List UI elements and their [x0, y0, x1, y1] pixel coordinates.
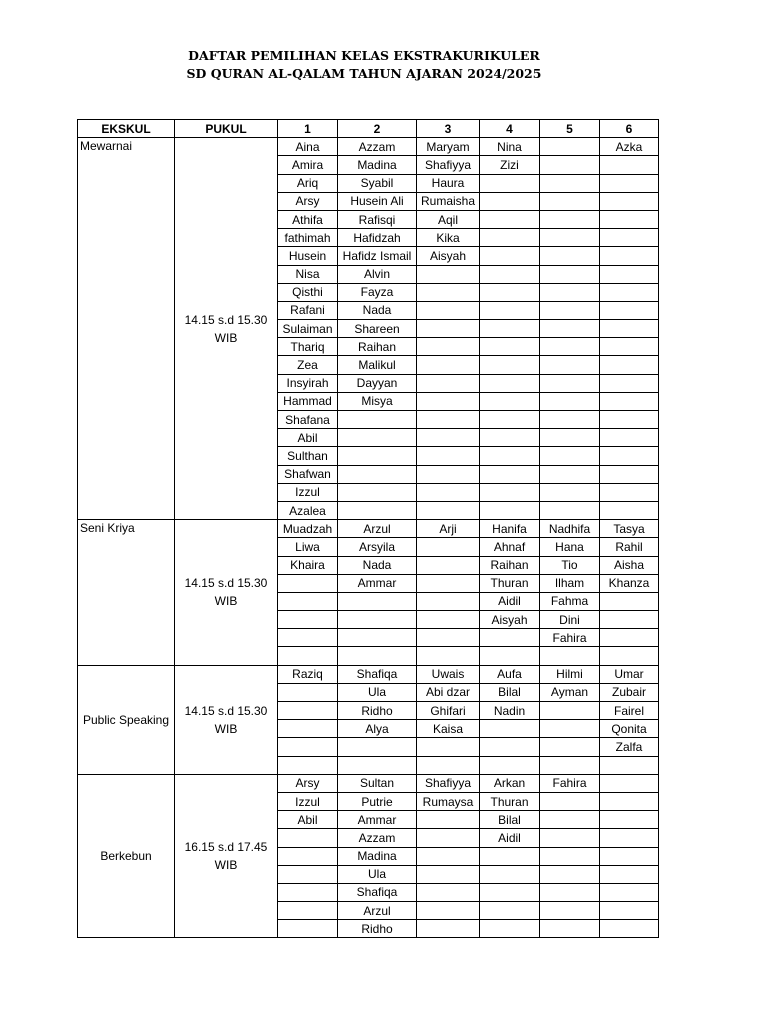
table-row	[78, 774, 659, 792]
student-cell-class-4	[480, 720, 540, 738]
student-cell-class-5: Nadhifa	[540, 520, 600, 538]
student-cell-class-5	[540, 429, 600, 447]
student-cell-class-1: fathimah	[278, 229, 338, 247]
student-cell-class-3	[417, 501, 480, 519]
student-cell-class-4: Bilal	[480, 811, 540, 829]
student-cell-class-1: Izzul	[278, 483, 338, 501]
student-cell-class-2: Dayyan	[338, 374, 417, 392]
student-cell-class-3: Shafiyya	[417, 774, 480, 792]
student-cell-class-1: Abil	[278, 811, 338, 829]
student-cell-class-2	[338, 411, 417, 429]
student-cell-class-1	[278, 720, 338, 738]
student-cell-class-1: Ariq	[278, 174, 338, 192]
student-cell-class-5	[540, 483, 600, 501]
student-cell-class-4	[480, 192, 540, 210]
student-cell-class-4: Arkan	[480, 774, 540, 792]
student-cell-class-4	[480, 483, 540, 501]
student-cell-class-3	[417, 338, 480, 356]
table-row	[78, 138, 659, 156]
header-class-5: 5	[540, 120, 600, 138]
student-cell-class-5	[540, 174, 600, 192]
time-zone: WIB	[214, 330, 238, 345]
student-cell-class-1: Shafwan	[278, 465, 338, 483]
student-cell-class-6	[600, 338, 659, 356]
header-class-3: 3	[417, 120, 480, 138]
student-cell-class-2: Hafidz Ismail	[338, 247, 417, 265]
table-row	[78, 665, 659, 683]
student-cell-class-1: Shafana	[278, 411, 338, 429]
student-cell-class-2: Arzul	[338, 902, 417, 920]
student-cell-class-4: Bilal	[480, 683, 540, 701]
time-range: 14.15 s.d 15.30	[184, 312, 268, 327]
student-cell-class-1: Amira	[278, 156, 338, 174]
student-cell-class-5	[540, 920, 600, 938]
ekskul-name: Mewarnai	[78, 138, 175, 520]
student-cell-class-1	[278, 629, 338, 647]
student-cell-class-5	[540, 320, 600, 338]
student-cell-class-1	[278, 847, 338, 865]
student-cell-class-3	[417, 483, 480, 501]
student-cell-class-4: Aidil	[480, 592, 540, 610]
time-zone: WIB	[214, 594, 238, 609]
student-cell-class-2	[338, 429, 417, 447]
student-cell-class-5	[540, 902, 600, 920]
student-cell-class-2	[338, 756, 417, 774]
student-cell-class-3	[417, 538, 480, 556]
student-cell-class-4	[480, 374, 540, 392]
header-class-6: 6	[600, 120, 659, 138]
schedule-time	[175, 774, 278, 938]
student-cell-class-6: Qonita	[600, 720, 659, 738]
student-cell-class-5	[540, 411, 600, 429]
student-cell-class-5	[540, 756, 600, 774]
student-cell-class-2: Fayza	[338, 283, 417, 301]
student-cell-class-1: Arsy	[278, 192, 338, 210]
student-cell-class-1: Liwa	[278, 538, 338, 556]
student-cell-class-6	[600, 374, 659, 392]
student-cell-class-6	[600, 465, 659, 483]
student-cell-class-2: Misya	[338, 392, 417, 410]
student-cell-class-1: Arsy	[278, 774, 338, 792]
student-cell-class-2: Madina	[338, 156, 417, 174]
student-cell-class-3: Kaisa	[417, 720, 480, 738]
student-cell-class-6: Rahil	[600, 538, 659, 556]
student-cell-class-6: Tasya	[600, 520, 659, 538]
student-cell-class-3: Abi dzar	[417, 683, 480, 701]
header-class-2: 2	[338, 120, 417, 138]
student-cell-class-6	[600, 229, 659, 247]
student-cell-class-2: Putrie	[338, 792, 417, 810]
student-cell-class-6: Azka	[600, 138, 659, 156]
student-cell-class-6	[600, 902, 659, 920]
student-cell-class-5	[540, 702, 600, 720]
student-cell-class-1	[278, 574, 338, 592]
student-cell-class-2: Sultan	[338, 774, 417, 792]
time-range: 14.15 s.d 15.30	[184, 703, 268, 718]
student-cell-class-4	[480, 301, 540, 319]
student-cell-class-1	[278, 647, 338, 665]
student-cell-class-2: Ula	[338, 683, 417, 701]
student-cell-class-1	[278, 702, 338, 720]
student-cell-class-2	[338, 592, 417, 610]
student-cell-class-5: Fahira	[540, 629, 600, 647]
student-cell-class-6	[600, 429, 659, 447]
student-cell-class-1: Nisa	[278, 265, 338, 283]
student-cell-class-2: Arzul	[338, 520, 417, 538]
student-cell-class-5	[540, 356, 600, 374]
student-cell-class-1: Izzul	[278, 792, 338, 810]
student-cell-class-5: Tio	[540, 556, 600, 574]
student-cell-class-3: Arji	[417, 520, 480, 538]
student-cell-class-6	[600, 774, 659, 792]
student-cell-class-6	[600, 629, 659, 647]
student-cell-class-5	[540, 392, 600, 410]
student-cell-class-2	[338, 738, 417, 756]
student-cell-class-2: Ammar	[338, 811, 417, 829]
student-cell-class-3	[417, 920, 480, 938]
student-cell-class-5	[540, 192, 600, 210]
header-ekskul: EKSKUL	[78, 120, 175, 138]
student-cell-class-4	[480, 865, 540, 883]
student-cell-class-4: Aufa	[480, 665, 540, 683]
student-cell-class-6	[600, 611, 659, 629]
student-cell-class-3: Rumaisha	[417, 192, 480, 210]
student-cell-class-6	[600, 756, 659, 774]
student-cell-class-4: Aidil	[480, 829, 540, 847]
student-cell-class-4	[480, 283, 540, 301]
student-cell-class-4	[480, 756, 540, 774]
student-cell-class-3	[417, 811, 480, 829]
student-cell-class-2: Arsyila	[338, 538, 417, 556]
schedule-time	[175, 665, 278, 774]
student-cell-class-3: Shafiyya	[417, 156, 480, 174]
student-cell-class-1: Aina	[278, 138, 338, 156]
student-cell-class-2	[338, 501, 417, 519]
student-cell-class-6	[600, 247, 659, 265]
student-cell-class-2: Shafiqa	[338, 665, 417, 683]
student-cell-class-6	[600, 174, 659, 192]
student-cell-class-4	[480, 629, 540, 647]
student-cell-class-2: Azzam	[338, 138, 417, 156]
student-cell-class-1: Azalea	[278, 501, 338, 519]
student-cell-class-4	[480, 210, 540, 228]
student-cell-class-2: Hafidzah	[338, 229, 417, 247]
student-cell-class-3	[417, 611, 480, 629]
student-cell-class-6	[600, 483, 659, 501]
student-cell-class-2: Alya	[338, 720, 417, 738]
student-cell-class-4	[480, 501, 540, 519]
student-cell-class-3	[417, 447, 480, 465]
student-cell-class-6	[600, 210, 659, 228]
student-cell-class-4	[480, 265, 540, 283]
header-class-4: 4	[480, 120, 540, 138]
schedule-time	[175, 138, 278, 520]
student-cell-class-3	[417, 301, 480, 319]
student-cell-class-6	[600, 501, 659, 519]
header-pukul: PUKUL	[175, 120, 278, 138]
student-cell-class-4	[480, 174, 540, 192]
student-cell-class-2	[338, 465, 417, 483]
student-cell-class-2	[338, 447, 417, 465]
student-cell-class-5: Dini	[540, 611, 600, 629]
student-cell-class-2: Malikul	[338, 356, 417, 374]
student-cell-class-6	[600, 192, 659, 210]
student-cell-class-3	[417, 283, 480, 301]
student-cell-class-3	[417, 865, 480, 883]
header-row	[78, 120, 659, 138]
student-cell-class-6	[600, 356, 659, 374]
student-cell-class-5	[540, 465, 600, 483]
student-cell-class-1	[278, 902, 338, 920]
student-cell-class-3	[417, 883, 480, 901]
student-cell-class-2	[338, 483, 417, 501]
ekskul-name: Seni Kriya	[78, 520, 175, 666]
student-cell-class-4	[480, 247, 540, 265]
student-cell-class-1: Qisthi	[278, 283, 338, 301]
student-cell-class-6	[600, 920, 659, 938]
student-cell-class-2	[338, 647, 417, 665]
student-cell-class-5	[540, 447, 600, 465]
student-cell-class-3	[417, 320, 480, 338]
student-cell-class-3	[417, 829, 480, 847]
student-cell-class-4: Zizi	[480, 156, 540, 174]
student-cell-class-6: Aisha	[600, 556, 659, 574]
student-cell-class-1	[278, 611, 338, 629]
student-cell-class-3	[417, 738, 480, 756]
extracurricular-table	[77, 119, 659, 938]
student-cell-class-2: Shafiqa	[338, 883, 417, 901]
student-cell-class-6: Umar	[600, 665, 659, 683]
title-line-2: SD QURAN AL-QALAM TAHUN AJARAN 2024/2025	[186, 66, 542, 81]
student-cell-class-6	[600, 865, 659, 883]
student-cell-class-6	[600, 301, 659, 319]
student-cell-class-2: Alvin	[338, 265, 417, 283]
student-cell-class-1	[278, 756, 338, 774]
student-cell-class-5	[540, 338, 600, 356]
student-cell-class-6	[600, 829, 659, 847]
student-cell-class-4: Ahnaf	[480, 538, 540, 556]
student-cell-class-4	[480, 902, 540, 920]
student-cell-class-3	[417, 465, 480, 483]
student-cell-class-3	[417, 265, 480, 283]
student-cell-class-3	[417, 374, 480, 392]
student-cell-class-5	[540, 792, 600, 810]
student-cell-class-6	[600, 156, 659, 174]
student-cell-class-2: Shareen	[338, 320, 417, 338]
student-cell-class-2: Azzam	[338, 829, 417, 847]
time-range: 16.15 s.d 17.45	[184, 840, 268, 855]
student-cell-class-4	[480, 320, 540, 338]
student-cell-class-3	[417, 392, 480, 410]
ekskul-name: Berkebun	[78, 774, 175, 938]
student-cell-class-4	[480, 883, 540, 901]
header-class-1: 1	[278, 120, 338, 138]
student-cell-class-3: Kika	[417, 229, 480, 247]
student-cell-class-3	[417, 847, 480, 865]
student-cell-class-6	[600, 392, 659, 410]
student-cell-class-3	[417, 356, 480, 374]
student-cell-class-5	[540, 210, 600, 228]
student-cell-class-2: Ridho	[338, 702, 417, 720]
student-cell-class-1	[278, 592, 338, 610]
student-cell-class-5	[540, 865, 600, 883]
student-cell-class-2: Madina	[338, 847, 417, 865]
student-cell-class-4	[480, 338, 540, 356]
student-cell-class-1: Thariq	[278, 338, 338, 356]
student-cell-class-5	[540, 738, 600, 756]
student-cell-class-5	[540, 847, 600, 865]
student-cell-class-3: Maryam	[417, 138, 480, 156]
student-cell-class-4: Thuran	[480, 574, 540, 592]
student-cell-class-5	[540, 138, 600, 156]
student-cell-class-3	[417, 592, 480, 610]
student-cell-class-6	[600, 320, 659, 338]
student-cell-class-2: Ula	[338, 865, 417, 883]
student-cell-class-4	[480, 411, 540, 429]
student-cell-class-4	[480, 429, 540, 447]
student-cell-class-4	[480, 920, 540, 938]
student-cell-class-3: Rumaysa	[417, 792, 480, 810]
student-cell-class-3	[417, 429, 480, 447]
student-cell-class-5: Fahma	[540, 592, 600, 610]
student-cell-class-2: Husein Ali	[338, 192, 417, 210]
student-cell-class-2: Syabil	[338, 174, 417, 192]
student-cell-class-3	[417, 574, 480, 592]
student-cell-class-1: Rafani	[278, 301, 338, 319]
student-cell-class-1	[278, 883, 338, 901]
student-cell-class-5	[540, 374, 600, 392]
student-cell-class-6	[600, 883, 659, 901]
student-cell-class-1: Sulaiman	[278, 320, 338, 338]
student-cell-class-3	[417, 756, 480, 774]
student-cell-class-1	[278, 865, 338, 883]
student-cell-class-4: Hanifa	[480, 520, 540, 538]
student-cell-class-5	[540, 247, 600, 265]
student-cell-class-1: Insyirah	[278, 374, 338, 392]
student-cell-class-6: Fairel	[600, 702, 659, 720]
student-cell-class-2: Rafisqi	[338, 210, 417, 228]
student-cell-class-1	[278, 920, 338, 938]
student-cell-class-3	[417, 647, 480, 665]
student-cell-class-5	[540, 647, 600, 665]
student-cell-class-2	[338, 611, 417, 629]
student-cell-class-5	[540, 301, 600, 319]
student-cell-class-1	[278, 829, 338, 847]
time-zone: WIB	[214, 858, 238, 873]
time-zone: WIB	[214, 721, 238, 736]
student-cell-class-3: Haura	[417, 174, 480, 192]
student-cell-class-5	[540, 156, 600, 174]
student-cell-class-6	[600, 265, 659, 283]
student-cell-class-4	[480, 392, 540, 410]
student-cell-class-4	[480, 447, 540, 465]
student-cell-class-4	[480, 847, 540, 865]
student-cell-class-3	[417, 556, 480, 574]
student-cell-class-1: Zea	[278, 356, 338, 374]
student-cell-class-2: Ridho	[338, 920, 417, 938]
student-cell-class-4: Thuran	[480, 792, 540, 810]
student-cell-class-6	[600, 811, 659, 829]
student-cell-class-6	[600, 411, 659, 429]
schedule-time	[175, 520, 278, 666]
student-cell-class-6	[600, 592, 659, 610]
ekskul-name: Public Speaking	[78, 665, 175, 774]
student-cell-class-6	[600, 283, 659, 301]
student-cell-class-5	[540, 720, 600, 738]
student-cell-class-2: Nada	[338, 556, 417, 574]
student-cell-class-5	[540, 229, 600, 247]
student-cell-class-2: Nada	[338, 301, 417, 319]
time-range: 14.15 s.d 15.30	[184, 576, 268, 591]
student-cell-class-1: Khaira	[278, 556, 338, 574]
student-cell-class-1: Muadzah	[278, 520, 338, 538]
student-cell-class-4: Nina	[480, 138, 540, 156]
student-cell-class-3	[417, 902, 480, 920]
student-cell-class-1: Raziq	[278, 665, 338, 683]
student-cell-class-1: Husein	[278, 247, 338, 265]
student-cell-class-6: Zubair	[600, 683, 659, 701]
student-cell-class-5	[540, 829, 600, 847]
student-cell-class-4	[480, 738, 540, 756]
student-cell-class-5	[540, 501, 600, 519]
student-cell-class-1	[278, 738, 338, 756]
title-line-1: DAFTAR PEMILIHAN KELAS EKSTRAKURIKULER	[188, 48, 540, 63]
student-cell-class-5	[540, 883, 600, 901]
student-cell-class-1: Sulthan	[278, 447, 338, 465]
student-cell-class-3	[417, 411, 480, 429]
student-cell-class-6	[600, 647, 659, 665]
student-cell-class-5: Hana	[540, 538, 600, 556]
student-cell-class-4	[480, 465, 540, 483]
student-cell-class-3: Aqil	[417, 210, 480, 228]
student-cell-class-4	[480, 229, 540, 247]
student-cell-class-5	[540, 283, 600, 301]
student-cell-class-3: Ghifari	[417, 702, 480, 720]
student-cell-class-6	[600, 447, 659, 465]
student-cell-class-4	[480, 647, 540, 665]
student-cell-class-5: Ayman	[540, 683, 600, 701]
student-cell-class-3: Aisyah	[417, 247, 480, 265]
student-cell-class-6: Zalfa	[600, 738, 659, 756]
student-cell-class-4: Nadin	[480, 702, 540, 720]
student-cell-class-5: Fahira	[540, 774, 600, 792]
student-cell-class-1: Hammad	[278, 392, 338, 410]
student-cell-class-2	[338, 629, 417, 647]
student-cell-class-1: Abil	[278, 429, 338, 447]
student-cell-class-2: Raihan	[338, 338, 417, 356]
table-row	[78, 520, 659, 538]
student-cell-class-2: Ammar	[338, 574, 417, 592]
student-cell-class-4: Raihan	[480, 556, 540, 574]
student-cell-class-5: Ilham	[540, 574, 600, 592]
student-cell-class-3	[417, 629, 480, 647]
student-cell-class-5	[540, 265, 600, 283]
student-cell-class-5: Hilmi	[540, 665, 600, 683]
student-cell-class-6: Khanza	[600, 574, 659, 592]
student-cell-class-6	[600, 847, 659, 865]
student-cell-class-6	[600, 792, 659, 810]
student-cell-class-1: Athifa	[278, 210, 338, 228]
student-cell-class-3: Uwais	[417, 665, 480, 683]
student-cell-class-1	[278, 683, 338, 701]
student-cell-class-4: Aisyah	[480, 611, 540, 629]
document-title	[0, 47, 728, 83]
student-cell-class-4	[480, 356, 540, 374]
student-cell-class-5	[540, 811, 600, 829]
